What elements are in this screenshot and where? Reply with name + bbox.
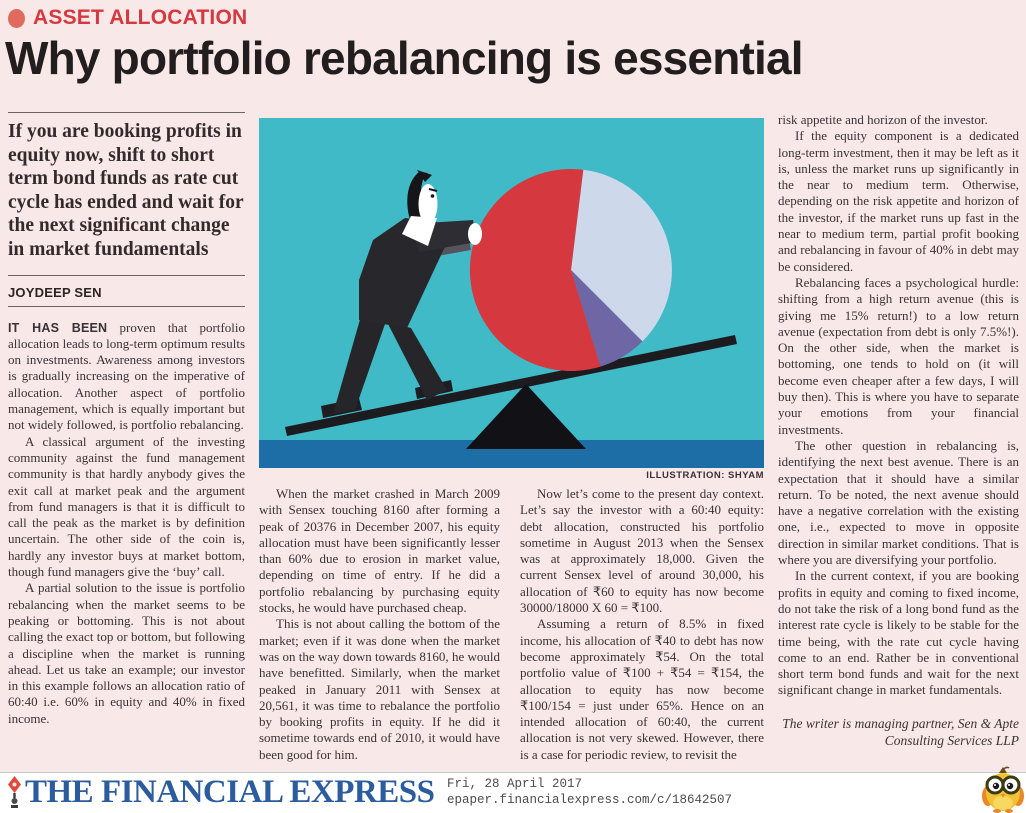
paragraph: In the current context, if you are booking profits in equity and coming to fixed income, do not take the risk of a long bond fund as the interest rate cycle is likely to be stable for the time being, with the rate cut cycle having come to an end. Rather be in conventional short term bond funds and wait for the next significant change in market fundamentals. [778,568,1019,698]
illustration-credit: ILLUSTRATION: SHYAM [646,470,764,481]
paragraph: This is not about calling the bottom of the market; even if it was done when the market was on the way down towards 8160, he would have benefitted. Similarly, when the market peaked in January 2011 with Sensex at 20,561, it was time to rebalance the portfolio by booking profits in equity. If he did it sometime towards end of 2010, it would have been good for him. [259,616,500,762]
paragraph: A partial solution to the issue is portfolio rebalancing when the market seems to be peaking or bottoming. This is not about calling the exact top or bottom, but following a discipline when the market is running ahead. Let us take an example; our investor in this example follows an allocation ratio of 60:40 i.e. 60% in equity and 40% in fixed income. [8,580,245,726]
paragraph: If the equity component is a dedicated long-term investment, then it may be left as it is, unless the market runs up significantly in the near to medium term. Otherwise, depending on the risk appetite and horizon of the investor, if the market runs up fast in the near to medium term, partial profit booking and rebalancing in favour of 40% in debt may be considered. [778,128,1019,274]
paragraph: The other question in rebalancing is, identifying the next best avenue. There is an expectation that it should have a similar return. To be noted, the next avenue should have a negative correlation with the existing one, i.e., expected to move in opposite direction in similar market conditions. That is where you are diversifying your portfolio. [778,437,1019,568]
lead-in-text: IT HAS BEEN [8,320,108,335]
epaper-url-link[interactable]: epaper.financialexpress.com/c/18642507 [447,792,733,807]
standfirst: If you are booking profits in equity now, shift to short term bond funds as rate cut cycle has ended and wait for the next significant change in market fundamentals [8,121,244,260]
seesaw-pie-illustration [259,118,764,468]
article-headline: Why portfolio rebalancing is essential [5,32,803,84]
paragraph: IT HAS BEEN proven that portfolio allocation leads to long-term optimum results on investments. Awareness among investors is gradually increasing on the imperative of allocation. Another aspect of portfolio management, which is equally important but not widely followed, is portfolio rebalancing. [8,319,245,433]
paragraph: Assuming a return of 8.5% in fixed income, his allocation of ₹40 to debt has now become approximately ₹54. On the total portfolio value of ₹100 + ₹54 = ₹154, the allocation to equity has now become ₹100/154 = just under 65%. Hence on an intended allocation of 60:40, the current allocation is not very skewed. However, there is a case for periodic review, to revisit the [520,616,764,762]
paragraph: A classical argument of the investing community against the fund management community is that hardly anybody gives the exit call at market peak and the argument from fund managers is that it is difficult to call the peak as the market is by definition uncertain. The other side of the coin is, hardly any investor buys at market bottom, though fund managers give the ‘buy’ call. [8,433,245,580]
epaper-footer [0,772,1026,813]
left-column [8,112,245,772]
epaper-meta [447,777,732,808]
paragraph: risk appetite and horizon of the investor. [778,112,988,127]
kicker-dot-icon [8,9,25,28]
kicker-label: ASSET ALLOCATION [33,6,248,29]
pie-chart-graphic [470,169,672,371]
rule-byline [8,306,245,307]
middle-column-1 [259,486,500,768]
left-column-body [8,320,245,727]
byline: JOYDEEP SEN [8,284,102,300]
section-kicker [8,6,247,30]
epaper-date: Fri, 28 April 2017 [447,777,583,791]
owl-mascot-icon [982,766,1024,813]
paragraph: When the market crashed in March 2009 with Sensex touching 8160 after forming a peak of 20376 in December 2007, his equity allocation must have been significantly lesser than 60% due to erosion in market value, depending on time of entry. If he did a portfolio rebalancing by purchasing equity stocks, he would have purchased cheap. [259,486,500,616]
masthead-emblem-icon [7,776,22,811]
article-illustration [259,118,764,468]
masthead-title: THE FINANCIAL EXPRESS [25,774,435,810]
paragraph: Rebalancing faces a psychological hurdle: shifting from a high return avenue (this is giving me 15% return!) to a low return avenue (expectation from debt is only 7.5%!). On the other side, when the market is bottoming, one tends to hold on (it will become even cheaper after a few days, I will buy then). This is where you have to separate your emotions from your financial investments. [778,274,1019,437]
paragraph: Now let’s come to the present day context. Let’s say the investor with a 60:40 equity: debt allocation, constructed his portfolio sometime in August 2013 when the Sensex was at approximately 18,000. Given the current Sensex level of around 30,000, his allocation of ₹60 to equity has now become 30000/18000 X 60 = ₹100. [520,486,764,616]
right-column [778,112,1019,772]
middle-column-2 [520,486,764,768]
writer-credit: The writer is managing partner, Sen & Apte Consulting Services LLP [782,715,1019,748]
